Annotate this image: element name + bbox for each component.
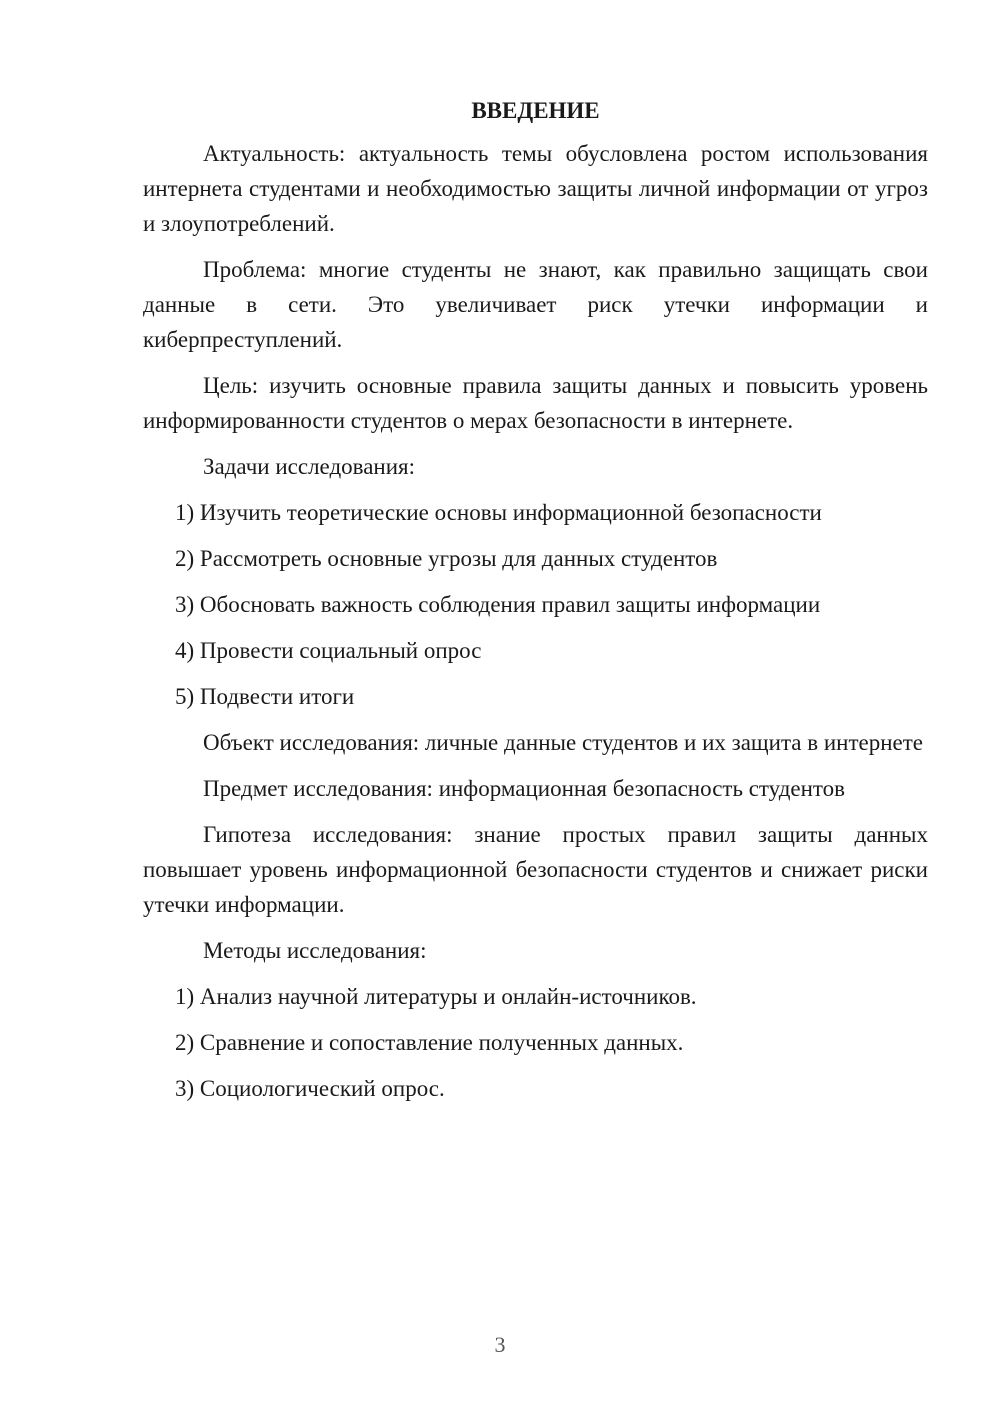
paragraph-hypothesis: Гипотеза исследования: знание простых правил защиты данных повышает уровень информационной безопасности студентов и снижает риски утечки информации. [143,822,928,917]
page-number: 3 [494,1332,506,1357]
list-item: 3) Обосновать важность соблюдения правил защиты информации [175,592,821,617]
paragraph-relevance: Актуальность: актуальность темы обусловлена ростом использования интернета студентами и необходимостью защиты личной информации от угроз и злоупотреблений. [143,141,928,236]
list-item: 2) Сравнение и сопоставление полученных данных. [175,1030,684,1055]
paragraph-subject: Предмет исследования: информационная безопасность студентов [203,776,846,801]
list-item: 3) Социологический опрос. [175,1076,445,1101]
tasks-heading: Задачи исследования: [203,454,416,479]
section-title: ВВЕДЕНИЕ [471,98,600,123]
paragraph-goal: Цель: изучить основные правила защиты данных и повысить уровень информированности студентов о мерах безопасности в интернете. [143,373,928,433]
list-item: 1) Изучить теоретические основы информационной безопасности [175,500,822,525]
paragraph-problem: Проблема: многие студенты не знают, как правильно защищать свои данные в сети. Это увеличивает риск утечки информации и киберпреступлений. [143,257,928,352]
methods-heading: Методы исследования: [203,938,427,963]
paragraph-object: Объект исследования: личные данные студентов и их защита в интернете [203,730,924,755]
list-item: 2) Рассмотреть основные угрозы для данных студентов [175,546,718,571]
list-item: 5) Подвести итоги [175,684,355,709]
methods-list [143,979,928,1106]
page-content [143,96,928,1117]
list-item: 4) Провести социальный опрос [175,638,482,663]
list-item: 1) Анализ научной литературы и онлайн-источников. [175,984,697,1009]
tasks-list [143,495,928,714]
